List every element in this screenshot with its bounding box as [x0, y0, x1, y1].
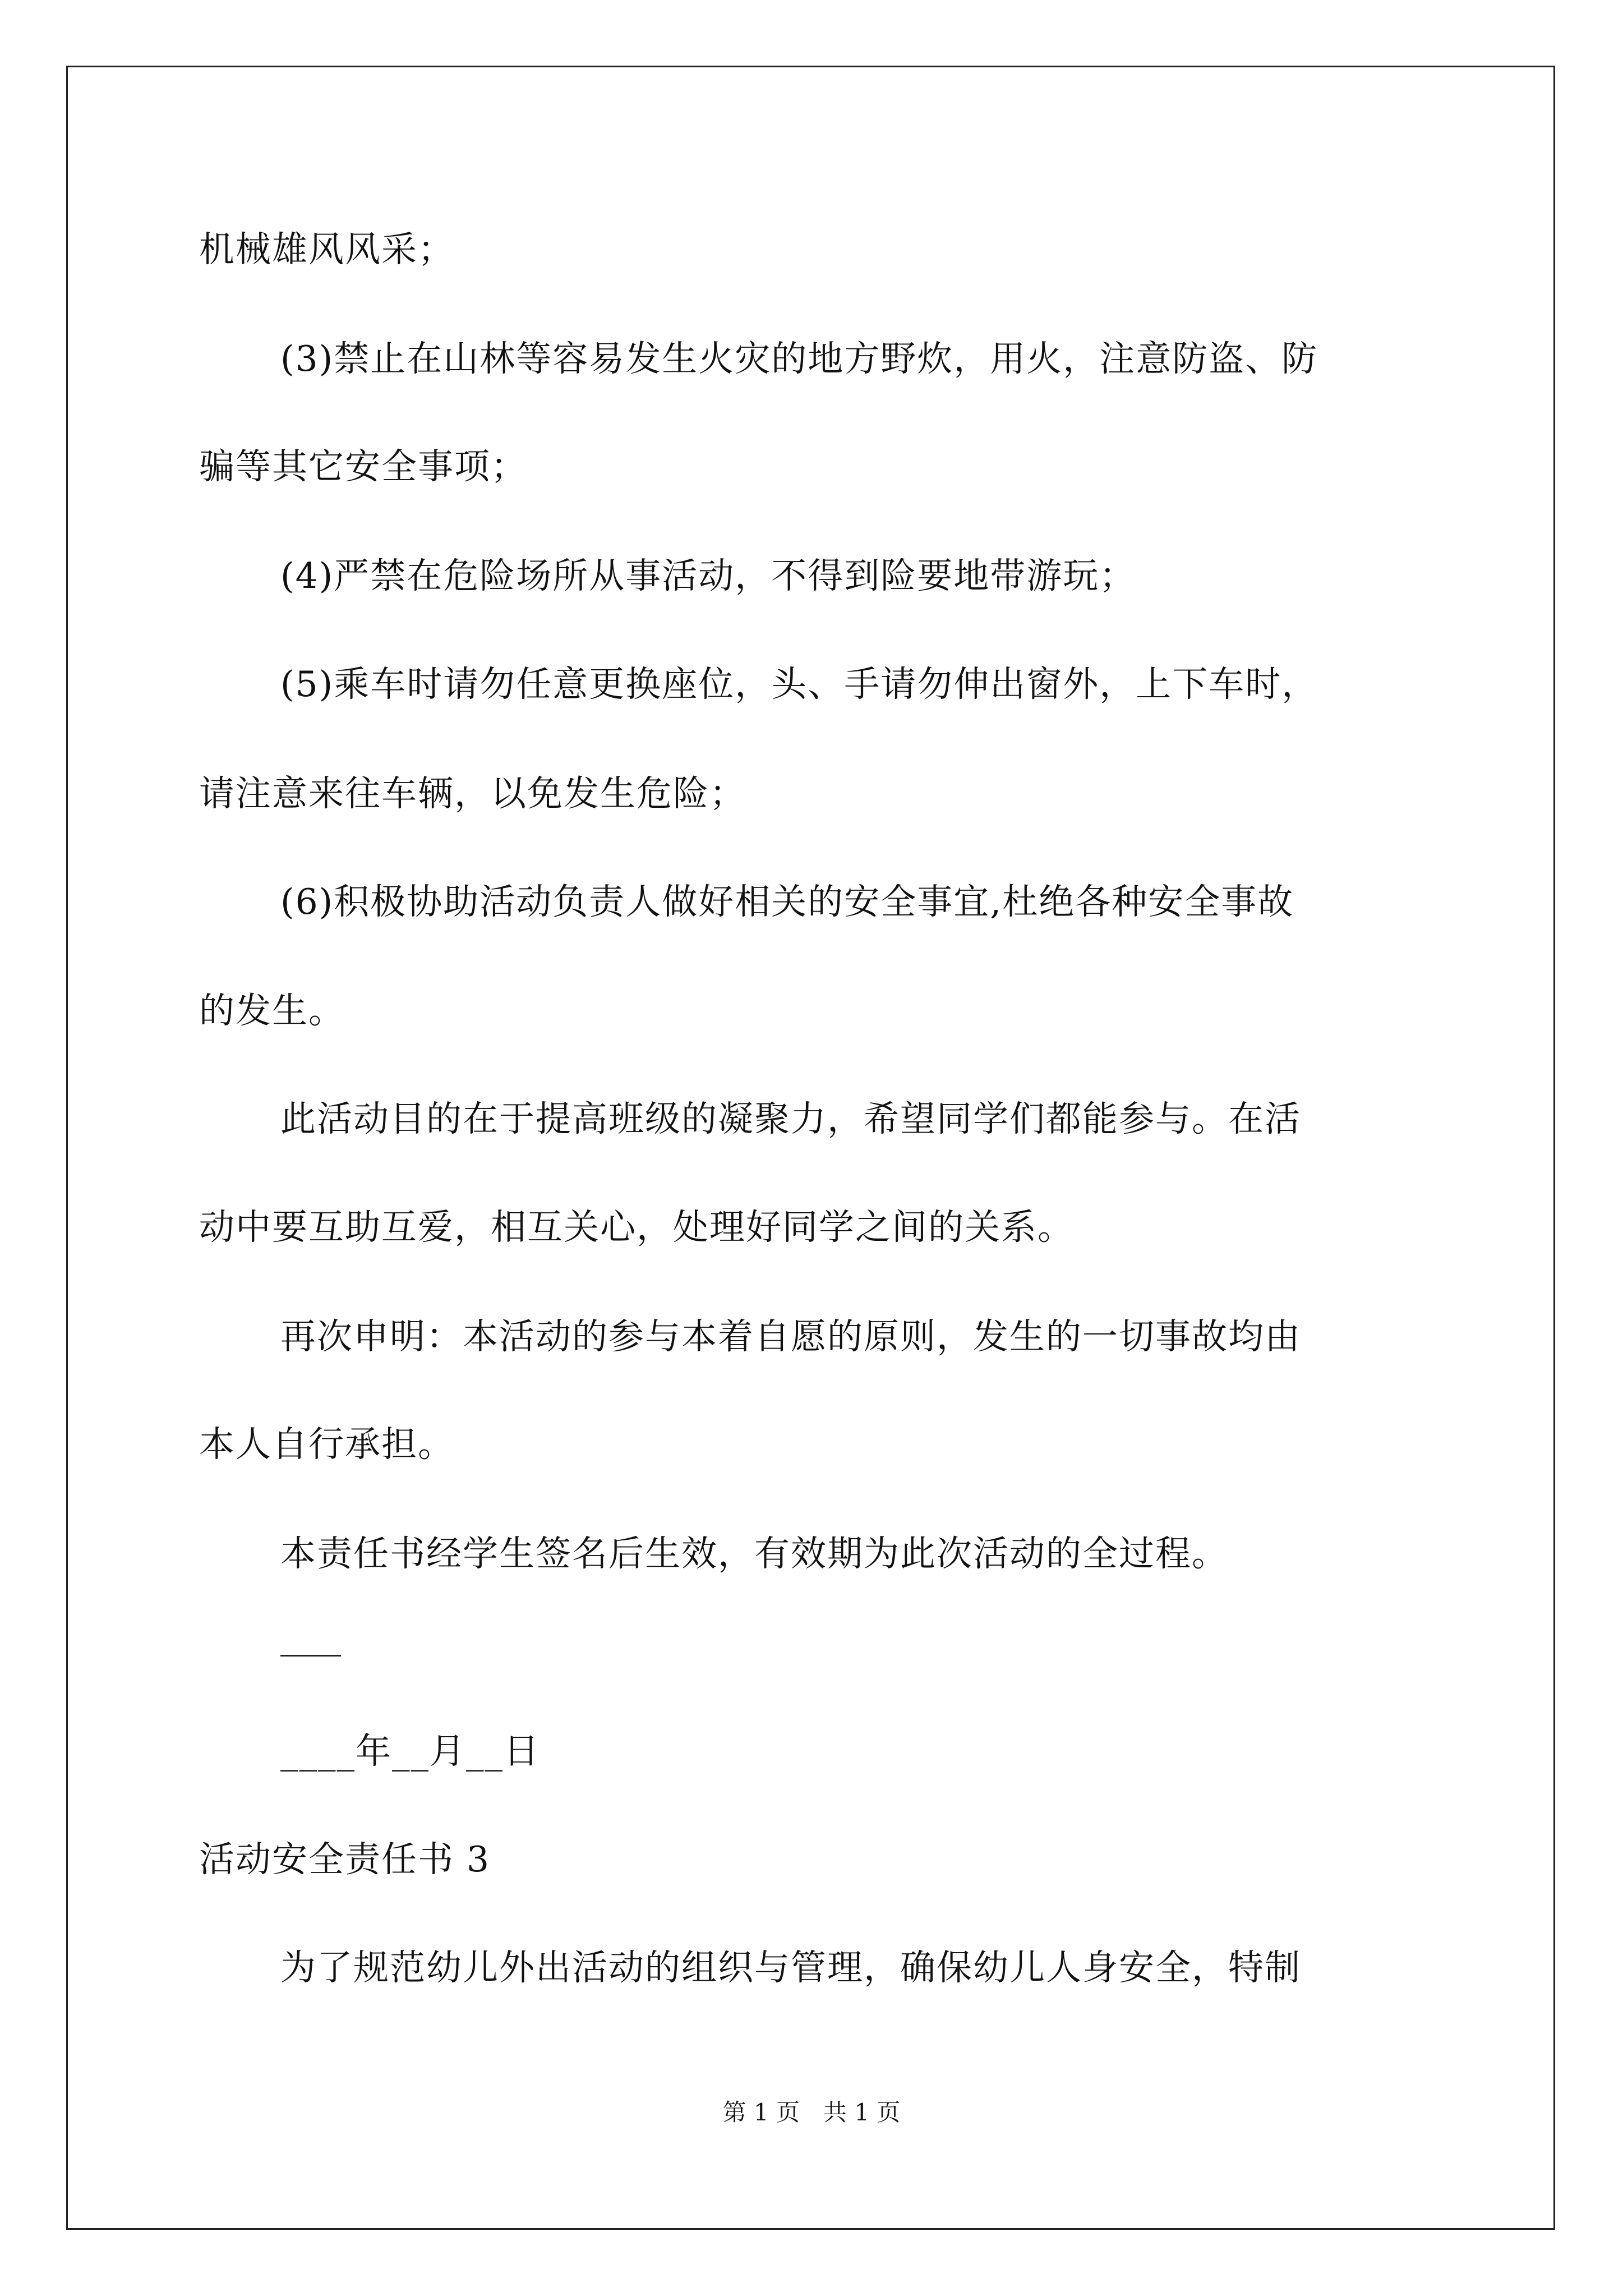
text-line: (6)积极协助活动负责人做好相关的安全事宜,杜绝各种安全事故	[280, 881, 1294, 922]
section-heading: 活动安全责任书 3	[199, 1839, 491, 1880]
page-border	[66, 66, 1555, 2230]
signature-line	[280, 1655, 341, 1657]
text-line: 骗等其它安全事项；	[199, 446, 527, 487]
text-line: (3)禁止在山林等容易发生火灾的地方野炊，用火，注意防盗、防	[280, 338, 1318, 379]
text-line: 此活动目的在于提高班级的凝聚力，希望同学们都能参与。在活	[280, 1098, 1301, 1139]
date-line: ____年__月__日	[280, 1731, 540, 1772]
text-line: 为了规范幼儿外出活动的组织与管理，确保幼儿人身安全，特制	[280, 1947, 1301, 1988]
text-line: 动中要互助互爱，相互关心，处理好同学之间的关系。	[199, 1207, 1074, 1248]
text-line: 机械雄风风采；	[199, 229, 454, 270]
text-line: 本人自行承担。	[199, 1424, 454, 1465]
text-line: 本责任书经学生签名后生效，有效期为此次活动的全过程。	[280, 1533, 1228, 1574]
text-line: (5)乘车时请勿任意更换座位，头、手请勿伸出窗外，上下车时，	[280, 664, 1318, 705]
page-footer: 第 1 页 共 1 页	[722, 2099, 901, 2126]
text-line: 请注意来往车辆，以免发生危险；	[199, 773, 746, 814]
text-line: (4)严禁在危险场所从事活动，不得到险要地带游玩；	[280, 555, 1136, 596]
text-line: 的发生。	[199, 990, 345, 1031]
text-line: 再次申明：本活动的参与本着自愿的原则，发生的一切事故均由	[280, 1316, 1301, 1357]
